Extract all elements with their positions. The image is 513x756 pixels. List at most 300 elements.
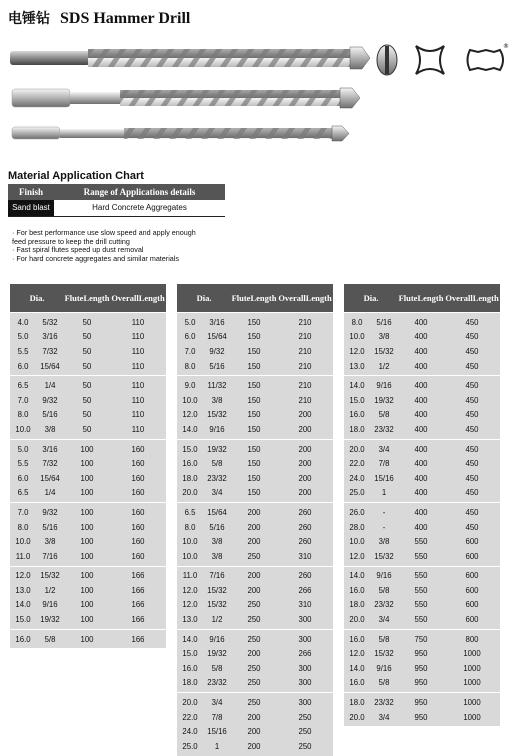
dia-inch: 9/16 bbox=[376, 571, 392, 581]
table-row bbox=[177, 646, 333, 661]
spec-row-group bbox=[177, 375, 333, 438]
flute-length: 250 bbox=[247, 663, 261, 673]
overall-length: 160 bbox=[131, 537, 145, 547]
flute-length: 100 bbox=[80, 634, 94, 644]
dia-mm: 20.0 bbox=[349, 444, 365, 454]
flute-length-header-text: Length bbox=[83, 292, 110, 303]
title-cn: 电锤钻 bbox=[8, 11, 50, 27]
table-row bbox=[344, 471, 500, 486]
dia-mm: 6.0 bbox=[184, 332, 196, 342]
flute-length: 250 bbox=[247, 678, 261, 688]
flute-length: 100 bbox=[80, 551, 94, 561]
usage-notes bbox=[12, 229, 196, 263]
dia-inch: 15/32 bbox=[374, 346, 394, 356]
flute-length-header-text: Length bbox=[250, 292, 277, 303]
dia-inch: 3/4 bbox=[211, 488, 223, 498]
flute-length: 550 bbox=[414, 585, 428, 595]
overall-length: 110 bbox=[131, 317, 145, 327]
table-row bbox=[10, 598, 166, 613]
dia-inch: 23/32 bbox=[374, 424, 394, 434]
overall-length: 300 bbox=[298, 634, 312, 644]
dia-mm: 7.0 bbox=[17, 395, 29, 405]
spec-row-group bbox=[10, 629, 166, 649]
dia-header-text: Dia. bbox=[363, 292, 379, 303]
dia-mm: 16.0 bbox=[349, 678, 365, 688]
table-row bbox=[344, 378, 500, 393]
table-row bbox=[177, 695, 333, 710]
dia-inch: 1 bbox=[214, 741, 220, 751]
overall-length: 166 bbox=[131, 600, 145, 610]
dia-mm: 10.0 bbox=[182, 551, 198, 561]
dia-inch: 9/32 bbox=[209, 346, 225, 356]
flute-length: 550 bbox=[414, 537, 428, 547]
dia-inch: 15/32 bbox=[374, 649, 394, 659]
overall-length: 200 bbox=[298, 424, 312, 434]
dia-mm: 8.0 bbox=[17, 410, 29, 420]
dia-mm: 8.0 bbox=[351, 317, 363, 327]
table-row bbox=[344, 456, 500, 471]
dia-inch: 15/64 bbox=[40, 361, 60, 371]
flute-length: 400 bbox=[414, 522, 428, 532]
dia-mm: 6.0 bbox=[17, 473, 29, 483]
spec-row-group bbox=[10, 312, 166, 375]
dia-mm: 11.0 bbox=[182, 571, 198, 581]
overall-length: 300 bbox=[298, 698, 312, 708]
dia-mm: 9.0 bbox=[184, 381, 196, 391]
flute-length: 100 bbox=[80, 459, 94, 469]
dia-mm: 12.0 bbox=[182, 585, 198, 595]
dia-inch: 5/8 bbox=[211, 459, 223, 469]
table-row bbox=[177, 612, 333, 627]
overall-length: 300 bbox=[298, 615, 312, 625]
overall-length: 200 bbox=[298, 444, 312, 454]
flute-length: 400 bbox=[414, 424, 428, 434]
flute-length: 250 bbox=[247, 698, 261, 708]
overall-length: 160 bbox=[131, 507, 145, 517]
table-row bbox=[344, 583, 500, 598]
flute-length: 150 bbox=[247, 361, 261, 371]
dia-inch: 7/8 bbox=[211, 712, 223, 722]
dia-mm: 15.0 bbox=[182, 649, 198, 659]
table-row bbox=[10, 505, 166, 520]
overall-length: 450 bbox=[465, 473, 479, 483]
flute-length: 50 bbox=[82, 332, 92, 342]
flute-length: 150 bbox=[247, 395, 261, 405]
overall-length-header bbox=[277, 284, 333, 312]
overall-length: 450 bbox=[465, 346, 479, 356]
flute-length: 400 bbox=[414, 361, 428, 371]
dia-mm: 20.0 bbox=[349, 712, 365, 722]
table-row bbox=[177, 598, 333, 613]
dia-mm: 22.0 bbox=[182, 712, 198, 722]
flute-length: 200 bbox=[247, 712, 261, 722]
spec-row-group bbox=[10, 439, 166, 502]
overall-length-header-text: Overall bbox=[111, 292, 139, 303]
spec-row-group bbox=[344, 629, 500, 692]
overall-length: 1000 bbox=[463, 663, 481, 673]
table-row bbox=[10, 549, 166, 564]
dia-mm: 18.0 bbox=[349, 698, 365, 708]
table-row bbox=[344, 569, 500, 584]
flute-length: 150 bbox=[247, 317, 261, 327]
flute-length: 150 bbox=[247, 332, 261, 342]
overall-length: 200 bbox=[298, 488, 312, 498]
dia-inch: 3/16 bbox=[42, 444, 58, 454]
flute-length-header bbox=[64, 284, 110, 312]
overall-length: 110 bbox=[131, 346, 145, 356]
overall-length: 450 bbox=[465, 488, 479, 498]
flute-length: 150 bbox=[247, 424, 261, 434]
table-row bbox=[177, 676, 333, 691]
dia-mm: 12.0 bbox=[182, 600, 198, 610]
flute-length-header bbox=[398, 284, 444, 312]
dia-mm: 20.0 bbox=[349, 615, 365, 625]
overall-length: 600 bbox=[465, 551, 479, 561]
overall-length: 260 bbox=[298, 571, 312, 581]
dia-inch: 3/8 bbox=[211, 537, 223, 547]
flute-length: 550 bbox=[414, 571, 428, 581]
dia-mm: 5.5 bbox=[17, 459, 29, 469]
table-row bbox=[10, 486, 166, 501]
table-row bbox=[10, 315, 166, 330]
table-row bbox=[344, 359, 500, 374]
sds-cross-section-icon bbox=[416, 46, 444, 74]
overall-length: 450 bbox=[465, 317, 479, 327]
flute-length: 50 bbox=[82, 317, 92, 327]
overall-length: 450 bbox=[465, 395, 479, 405]
flute-length: 100 bbox=[80, 600, 94, 610]
dia-mm: 4.0 bbox=[17, 317, 29, 327]
dia-inch: 1/4 bbox=[44, 381, 56, 391]
dia-inch: 5/16 bbox=[209, 522, 225, 532]
flute-length: 550 bbox=[414, 551, 428, 561]
overall-length-header bbox=[444, 284, 500, 312]
flute-length: 400 bbox=[414, 507, 428, 517]
flute-length: 950 bbox=[414, 663, 428, 673]
table-row bbox=[177, 520, 333, 535]
dia-inch: 3/4 bbox=[378, 615, 390, 625]
dia-inch: 15/64 bbox=[40, 473, 60, 483]
dia-mm: 5.0 bbox=[17, 332, 29, 342]
table-row bbox=[177, 456, 333, 471]
table-row bbox=[10, 344, 166, 359]
flute-length: 550 bbox=[414, 600, 428, 610]
overall-length: 600 bbox=[465, 600, 479, 610]
flute-length: 150 bbox=[247, 381, 261, 391]
overall-length: 600 bbox=[465, 537, 479, 547]
spec-row-group bbox=[177, 312, 333, 375]
table-row bbox=[344, 442, 500, 457]
table-row bbox=[177, 505, 333, 520]
dia-inch: 3/8 bbox=[378, 332, 390, 342]
dia-inch: 1/4 bbox=[44, 488, 56, 498]
dia-inch: 11/32 bbox=[207, 381, 227, 391]
note-line: · Fast spiral flutes speed up dust removal bbox=[12, 245, 144, 255]
flute-length: 250 bbox=[247, 615, 261, 625]
flute-length: 400 bbox=[414, 317, 428, 327]
dia-inch: 19/32 bbox=[374, 395, 394, 405]
dia-inch: 3/8 bbox=[211, 395, 223, 405]
dia-inch: 19/32 bbox=[207, 444, 227, 454]
dia-mm: 10.0 bbox=[182, 537, 198, 547]
dia-mm: 25.0 bbox=[182, 741, 198, 751]
dia-mm: 15.0 bbox=[15, 615, 31, 625]
flute-length: 100 bbox=[80, 585, 94, 595]
overall-length: 300 bbox=[298, 678, 312, 688]
overall-length: 450 bbox=[465, 361, 479, 371]
svg-text:®: ® bbox=[503, 43, 509, 50]
dia-inch: 9/16 bbox=[42, 600, 58, 610]
dia-mm: 15.0 bbox=[349, 395, 365, 405]
dia-mm: 5.0 bbox=[184, 317, 196, 327]
flute-length: 100 bbox=[80, 473, 94, 483]
overall-length: 1000 bbox=[463, 712, 481, 722]
dia-mm: 13.0 bbox=[182, 615, 198, 625]
dia-header-text: Dia. bbox=[196, 292, 212, 303]
dia-mm: 18.0 bbox=[182, 473, 198, 483]
overall-length: 300 bbox=[298, 663, 312, 673]
overall-length: 1000 bbox=[463, 698, 481, 708]
range-value: Hard Concrete Aggregates bbox=[54, 200, 225, 216]
spec-row-group bbox=[344, 502, 500, 565]
spec-table-header bbox=[344, 284, 500, 312]
table-row bbox=[344, 393, 500, 408]
dia-inch: 5/8 bbox=[378, 678, 390, 688]
dia-inch: 3/4 bbox=[378, 712, 390, 722]
flute-length: 150 bbox=[247, 473, 261, 483]
overall-length: 1000 bbox=[463, 649, 481, 659]
short-drill-bit bbox=[12, 126, 349, 141]
dia-mm: 10.0 bbox=[15, 537, 31, 547]
flute-length: 400 bbox=[414, 410, 428, 420]
table-row bbox=[177, 739, 333, 754]
table-row bbox=[177, 569, 333, 584]
overall-length: 310 bbox=[298, 600, 312, 610]
dia-mm: 10.0 bbox=[349, 332, 365, 342]
dia-mm: 25.0 bbox=[349, 488, 365, 498]
dia-inch: 15/16 bbox=[374, 473, 394, 483]
table-row bbox=[344, 549, 500, 564]
sds-shank-outline-icon bbox=[468, 43, 510, 70]
table-row bbox=[10, 456, 166, 471]
flute-length-header-text: Flute bbox=[231, 292, 251, 303]
dia-inch: 1/2 bbox=[211, 615, 223, 625]
table-row bbox=[344, 422, 500, 437]
dia-inch: 3/16 bbox=[209, 317, 225, 327]
note-line: feed pressure to keep the drill cutting bbox=[12, 236, 130, 246]
table-row bbox=[344, 330, 500, 345]
table-row bbox=[10, 569, 166, 584]
dia-inch: 7/8 bbox=[378, 459, 390, 469]
overall-length: 110 bbox=[131, 424, 145, 434]
dia-mm: 6.5 bbox=[17, 381, 29, 391]
table-row bbox=[177, 724, 333, 739]
dia-inch: 7/32 bbox=[42, 346, 58, 356]
long-drill-bit bbox=[10, 47, 370, 69]
dia-mm: 14.0 bbox=[349, 571, 365, 581]
overall-length: 1000 bbox=[463, 678, 481, 688]
table-row bbox=[10, 471, 166, 486]
overall-length: 210 bbox=[298, 395, 312, 405]
table-row bbox=[344, 695, 500, 710]
overall-length: 160 bbox=[131, 488, 145, 498]
table-row bbox=[344, 408, 500, 423]
dia-mm: 13.0 bbox=[349, 361, 365, 371]
dia-mm: 6.5 bbox=[17, 488, 29, 498]
table-row bbox=[177, 315, 333, 330]
dia-inch: 5/16 bbox=[42, 522, 58, 532]
overall-length: 250 bbox=[298, 712, 312, 722]
dia-mm: 18.0 bbox=[349, 424, 365, 434]
overall-length: 110 bbox=[131, 381, 145, 391]
spec-table-3 bbox=[344, 284, 500, 726]
spec-row-group bbox=[344, 312, 500, 375]
table-row bbox=[344, 661, 500, 676]
overall-length: 110 bbox=[131, 410, 145, 420]
flute-length-header-text: Flute bbox=[398, 292, 418, 303]
table-row bbox=[10, 632, 166, 647]
dia-inch: 15/32 bbox=[207, 600, 227, 610]
dia-mm: 14.0 bbox=[182, 424, 198, 434]
dia-inch: 5/32 bbox=[42, 317, 58, 327]
drill-product-images bbox=[0, 38, 513, 148]
flute-length: 200 bbox=[247, 649, 261, 659]
overall-length: 110 bbox=[131, 395, 145, 405]
dia-mm: 12.0 bbox=[349, 551, 365, 561]
overall-length: 800 bbox=[465, 634, 479, 644]
table-row bbox=[344, 612, 500, 627]
note-line: · For hard concrete aggregates and similar materials bbox=[12, 253, 179, 263]
spec-row-group bbox=[344, 566, 500, 629]
spec-row-group bbox=[344, 439, 500, 502]
overall-length: 450 bbox=[465, 332, 479, 342]
table-row bbox=[344, 344, 500, 359]
spec-row-group bbox=[177, 692, 333, 755]
flute-length: 400 bbox=[414, 346, 428, 356]
flute-length: 950 bbox=[414, 678, 428, 688]
drill-tip-end-view-icon bbox=[377, 45, 397, 75]
flute-length: 400 bbox=[414, 488, 428, 498]
overall-length: 260 bbox=[298, 537, 312, 547]
dia-inch: 5/8 bbox=[378, 634, 390, 644]
dia-inch: - bbox=[382, 522, 386, 532]
overall-length: 160 bbox=[131, 444, 145, 454]
page-title bbox=[8, 8, 190, 28]
dia-mm: 22.0 bbox=[349, 459, 365, 469]
flute-length: 200 bbox=[247, 522, 261, 532]
dia-mm: 7.0 bbox=[17, 507, 29, 517]
finish-value: Sand blast bbox=[8, 200, 54, 216]
table-row bbox=[10, 408, 166, 423]
flute-length: 50 bbox=[82, 361, 92, 371]
overall-length: 450 bbox=[465, 522, 479, 532]
flute-length: 100 bbox=[80, 571, 94, 581]
dia-mm: 5.5 bbox=[17, 346, 29, 356]
table-row bbox=[10, 330, 166, 345]
table-row bbox=[344, 598, 500, 613]
flute-length: 950 bbox=[414, 698, 428, 708]
table-row bbox=[10, 359, 166, 374]
dia-mm: 28.0 bbox=[349, 522, 365, 532]
dia-mm: 12.0 bbox=[182, 410, 198, 420]
dia-inch: 5/16 bbox=[209, 361, 225, 371]
dia-mm: 6.5 bbox=[184, 507, 196, 517]
dia-mm: 8.0 bbox=[17, 522, 29, 532]
table-row bbox=[177, 344, 333, 359]
flute-length: 400 bbox=[414, 395, 428, 405]
material-application-table bbox=[8, 184, 225, 217]
table-row bbox=[177, 534, 333, 549]
spec-row-group bbox=[10, 502, 166, 565]
overall-length-header-text: Length bbox=[138, 292, 165, 303]
overall-length: 160 bbox=[131, 473, 145, 483]
overall-length: 110 bbox=[131, 332, 145, 342]
dia-mm: 5.0 bbox=[17, 444, 29, 454]
overall-length: 200 bbox=[298, 473, 312, 483]
table-row bbox=[177, 471, 333, 486]
flute-length: 200 bbox=[247, 727, 261, 737]
dia-inch: 1/2 bbox=[378, 361, 390, 371]
flute-length-header bbox=[231, 284, 277, 312]
overall-length: 260 bbox=[298, 507, 312, 517]
dia-inch: 23/32 bbox=[207, 473, 227, 483]
spec-table-2 bbox=[177, 284, 333, 756]
table-row bbox=[344, 534, 500, 549]
flute-length: 150 bbox=[247, 459, 261, 469]
dia-inch: 15/32 bbox=[207, 410, 227, 420]
flute-length: 200 bbox=[247, 571, 261, 581]
flute-length: 200 bbox=[247, 507, 261, 517]
spec-row-group bbox=[10, 375, 166, 438]
dia-mm: 12.0 bbox=[15, 571, 31, 581]
table-row bbox=[177, 661, 333, 676]
dia-inch: 7/16 bbox=[42, 551, 58, 561]
flute-length: 50 bbox=[82, 410, 92, 420]
flute-length: 200 bbox=[247, 585, 261, 595]
table-row bbox=[10, 393, 166, 408]
dia-inch: 3/8 bbox=[378, 537, 390, 547]
dia-inch: 15/16 bbox=[207, 727, 227, 737]
table-row bbox=[344, 710, 500, 725]
dia-inch: 19/32 bbox=[40, 615, 60, 625]
table-row bbox=[177, 393, 333, 408]
dia-inch: 3/4 bbox=[378, 444, 390, 454]
dia-mm: 18.0 bbox=[182, 678, 198, 688]
table-row bbox=[177, 378, 333, 393]
overall-length: 210 bbox=[298, 317, 312, 327]
dia-inch: 7/16 bbox=[209, 571, 225, 581]
dia-inch: 3/8 bbox=[44, 424, 56, 434]
overall-length: 310 bbox=[298, 551, 312, 561]
flute-length: 100 bbox=[80, 615, 94, 625]
flute-length: 400 bbox=[414, 381, 428, 391]
overall-length: 210 bbox=[298, 346, 312, 356]
overall-length: 160 bbox=[131, 459, 145, 469]
overall-length: 210 bbox=[298, 332, 312, 342]
dia-mm: 24.0 bbox=[182, 727, 198, 737]
flute-length: 750 bbox=[414, 634, 428, 644]
dia-inch: 1 bbox=[381, 488, 387, 498]
dia-mm: 8.0 bbox=[184, 361, 196, 371]
dia-inch: - bbox=[382, 507, 386, 517]
dia-mm: 24.0 bbox=[349, 473, 365, 483]
flute-length: 400 bbox=[414, 332, 428, 342]
flute-length: 50 bbox=[82, 395, 92, 405]
dia-inch: 3/8 bbox=[44, 537, 56, 547]
overall-length: 250 bbox=[298, 741, 312, 751]
overall-length: 160 bbox=[131, 551, 145, 561]
table-row bbox=[177, 710, 333, 725]
